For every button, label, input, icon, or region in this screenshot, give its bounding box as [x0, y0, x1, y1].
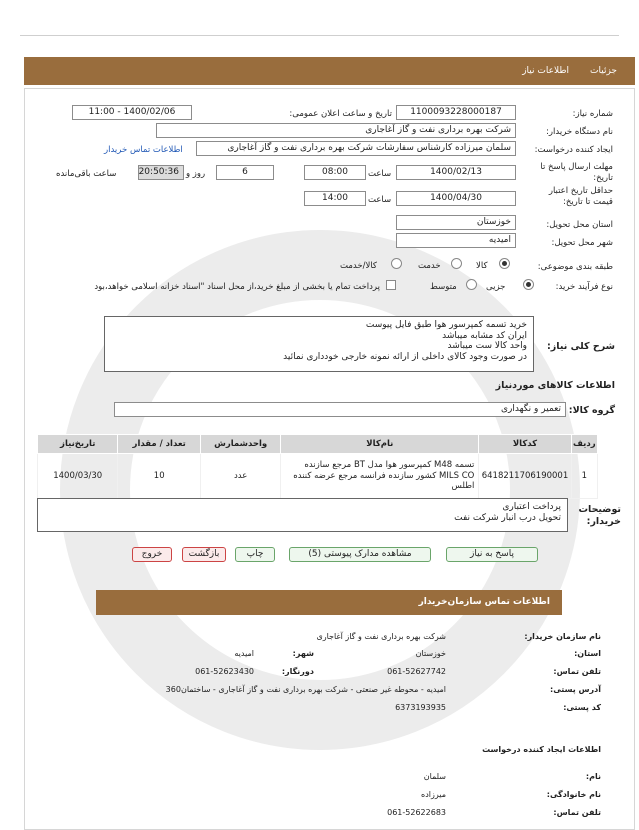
contact-address-label: آدرس پستی: — [550, 685, 601, 694]
buyer-notes-box — [37, 498, 568, 532]
payment-note: پرداخت تمام یا بخشی از مبلغ خرید،از محل اسناد "اسناد خزانه اسلامی خواهد،بود — [94, 282, 380, 292]
validity-date-field: 1400/04/30 — [396, 191, 516, 206]
summary-line-3: واحد کالا ست میباشد — [447, 341, 527, 351]
contact-postal-label: کد پستی: — [563, 703, 601, 712]
contact-province-value: خوزستان — [415, 649, 446, 658]
row-code: 6418211706190001 — [479, 454, 571, 499]
contact-fax-value: 061-52623430 — [195, 667, 254, 676]
row-qty: 10 — [118, 454, 200, 499]
reply-date-field: 1400/02/13 — [396, 165, 516, 180]
validity-time-label: ساعت — [368, 195, 392, 205]
category-radio-both[interactable] — [391, 258, 402, 269]
process-medium-label: متوسط — [430, 282, 457, 292]
requester-last-name-value: میرزاده — [421, 790, 446, 799]
reply-button[interactable]: پاسخ به نیاز — [446, 547, 538, 562]
attachments-button[interactable]: مشاهده مدارک پیوستی (5) — [289, 547, 431, 562]
province-field: خوزستان — [396, 215, 516, 230]
buyer-notes-line-1: پرداخت اعتباری — [502, 502, 561, 512]
requester-first-name-value: سلمان — [423, 772, 446, 781]
validity-time-field: 14:00 — [304, 191, 366, 206]
days-field: 6 — [216, 165, 274, 180]
province-label: استان محل تحویل: — [546, 220, 613, 230]
reply-deadline-label: مهلت ارسال پاسخ تا تاریخ: — [540, 162, 613, 183]
contact-phone-value: 061-52627742 — [387, 667, 446, 676]
summary-label: شرح کلی نیاز: — [546, 341, 615, 352]
requester-phone-value: 061-52622683 — [387, 808, 446, 817]
requester-last-name-label: نام خانوادگی: — [546, 790, 601, 799]
remaining-time-field: 20:50:36 — [138, 165, 184, 180]
requester-phone-label: تلفن تماس: — [553, 808, 601, 817]
need-number-label: شماره نیاز: — [572, 109, 613, 119]
summary-line-4: در صورت وجود کالای داخلی از ارائه نمونه خارجی خودداری نمائید — [283, 351, 527, 362]
goods-group-label: گروه کالا: — [568, 405, 615, 416]
contact-title: اطلاعات تماس سازمان‌خریدار — [418, 597, 550, 607]
city-label: شهر محل تحویل: — [551, 238, 613, 248]
col-index: ردیف — [571, 435, 597, 454]
goods-table — [37, 434, 598, 499]
contact-city-label: شهر: — [292, 649, 314, 658]
summary-line-2: ایران کد مشابه میباشد — [442, 330, 527, 341]
category-radio-goods[interactable] — [499, 258, 510, 269]
col-unit: واحدشمارش — [200, 435, 280, 454]
min-validity-label: حداقل تاریخ اعتبار قیمت تا تاریخ: — [548, 186, 613, 207]
buyer-notes-label: توضیحات خریدار: — [578, 504, 621, 527]
row-unit: عدد — [200, 454, 280, 499]
table-row — [38, 454, 598, 499]
buyer-contact-link[interactable]: اطلاعات تماس خریدار — [104, 145, 183, 155]
col-qty: تعداد / مقدار — [118, 435, 200, 454]
contact-address-value: امیدیه - محوطه غیر صنعتی - شرکت بهره برداری نفت و گاز آغاجاری - ساختمان360 — [165, 685, 446, 694]
nav-details[interactable]: جزئیات — [590, 66, 617, 76]
reply-time-label: ساعت — [368, 169, 392, 179]
summary-line-1: خرید تسمه کمپرسور هوا طبق فایل پیوست — [365, 320, 527, 330]
col-name: نام‌کالا — [281, 435, 479, 454]
summary-box — [104, 316, 534, 372]
requester-first-name-label: نام: — [585, 772, 601, 781]
buyer-org-label: نام دستگاه خریدار: — [546, 127, 613, 137]
contact-org-value: شرکت بهره برداری نفت و گاز آغاجاری — [316, 632, 446, 641]
col-code: کدکالا — [479, 435, 571, 454]
header-bar — [24, 57, 635, 85]
process-radio-partial[interactable] — [523, 279, 534, 290]
need-number-field: 1100093228000187 — [396, 105, 516, 120]
requester-title: اطلاعات ایجاد کننده درخواست — [482, 745, 601, 754]
category-label: طبقه بندی موضوعی: — [537, 262, 613, 272]
city-field: امیدیه — [396, 233, 516, 248]
contact-fax-label: دورنگار: — [281, 667, 314, 676]
announce-label: تاریخ و ساعت اعلان عمومی: — [289, 109, 392, 119]
category-goods-label: کالا — [476, 261, 488, 271]
creator-label: ایجاد کننده درخواست: — [534, 145, 613, 155]
contact-postal-value: 6373193935 — [395, 703, 446, 712]
days-label: روز و — [186, 169, 206, 179]
goods-group-field: تعمیر و نگهداری — [114, 402, 566, 417]
row-name: تسمه M48 کمپرسور هوا مدل BT مرجع سازنده MILS CO کشور سازنده فرانسه مرجع عرضه کننده اطلس — [281, 454, 479, 499]
row-index: 1 — [571, 454, 597, 499]
goods-section-title: اطلاعات کالاهای موردنیاز — [495, 380, 615, 391]
process-label: نوع فرآیند خرید: — [555, 282, 613, 292]
creator-field: سلمان میرزاده کارشناس سفارشات شرکت بهره برداری نفت و گاز آغاجاری — [196, 141, 516, 156]
exit-button[interactable]: خروج — [132, 547, 172, 562]
contact-province-label: استان: — [574, 649, 601, 658]
category-service-label: خدمت — [418, 261, 441, 271]
contact-org-label: نام سازمان خریدار: — [524, 632, 601, 641]
remaining-label: ساعت باقی‌مانده — [56, 169, 117, 179]
process-partial-label: جزیی — [486, 282, 506, 292]
row-date: 1400/03/30 — [38, 454, 118, 499]
contact-phone-label: تلفن تماس: — [553, 667, 601, 676]
process-radio-medium[interactable] — [466, 279, 477, 290]
col-date: تاریخ‌نیاز — [38, 435, 118, 454]
print-button[interactable]: چاپ — [235, 547, 275, 562]
contact-header — [96, 590, 562, 615]
category-both-label: کالا/خدمت — [340, 261, 377, 271]
goods-table-header — [38, 435, 598, 454]
back-button[interactable]: بازگشت — [182, 547, 226, 562]
category-radio-service[interactable] — [451, 258, 462, 269]
buyer-org-field: شرکت بهره برداری نفت و گاز آغاجاری — [156, 123, 516, 138]
buyer-notes-line-2: تحویل درب انبار شرکت نفت — [454, 512, 561, 523]
contact-city-value: امیدیه — [234, 649, 254, 658]
announce-field: 1400/02/06 - 11:00 — [72, 105, 192, 120]
payment-checkbox[interactable] — [386, 280, 396, 290]
reply-time-field: 08:00 — [304, 165, 366, 180]
nav-need-info[interactable]: اطلاعات نیاز — [522, 66, 569, 76]
top-divider — [20, 35, 619, 36]
